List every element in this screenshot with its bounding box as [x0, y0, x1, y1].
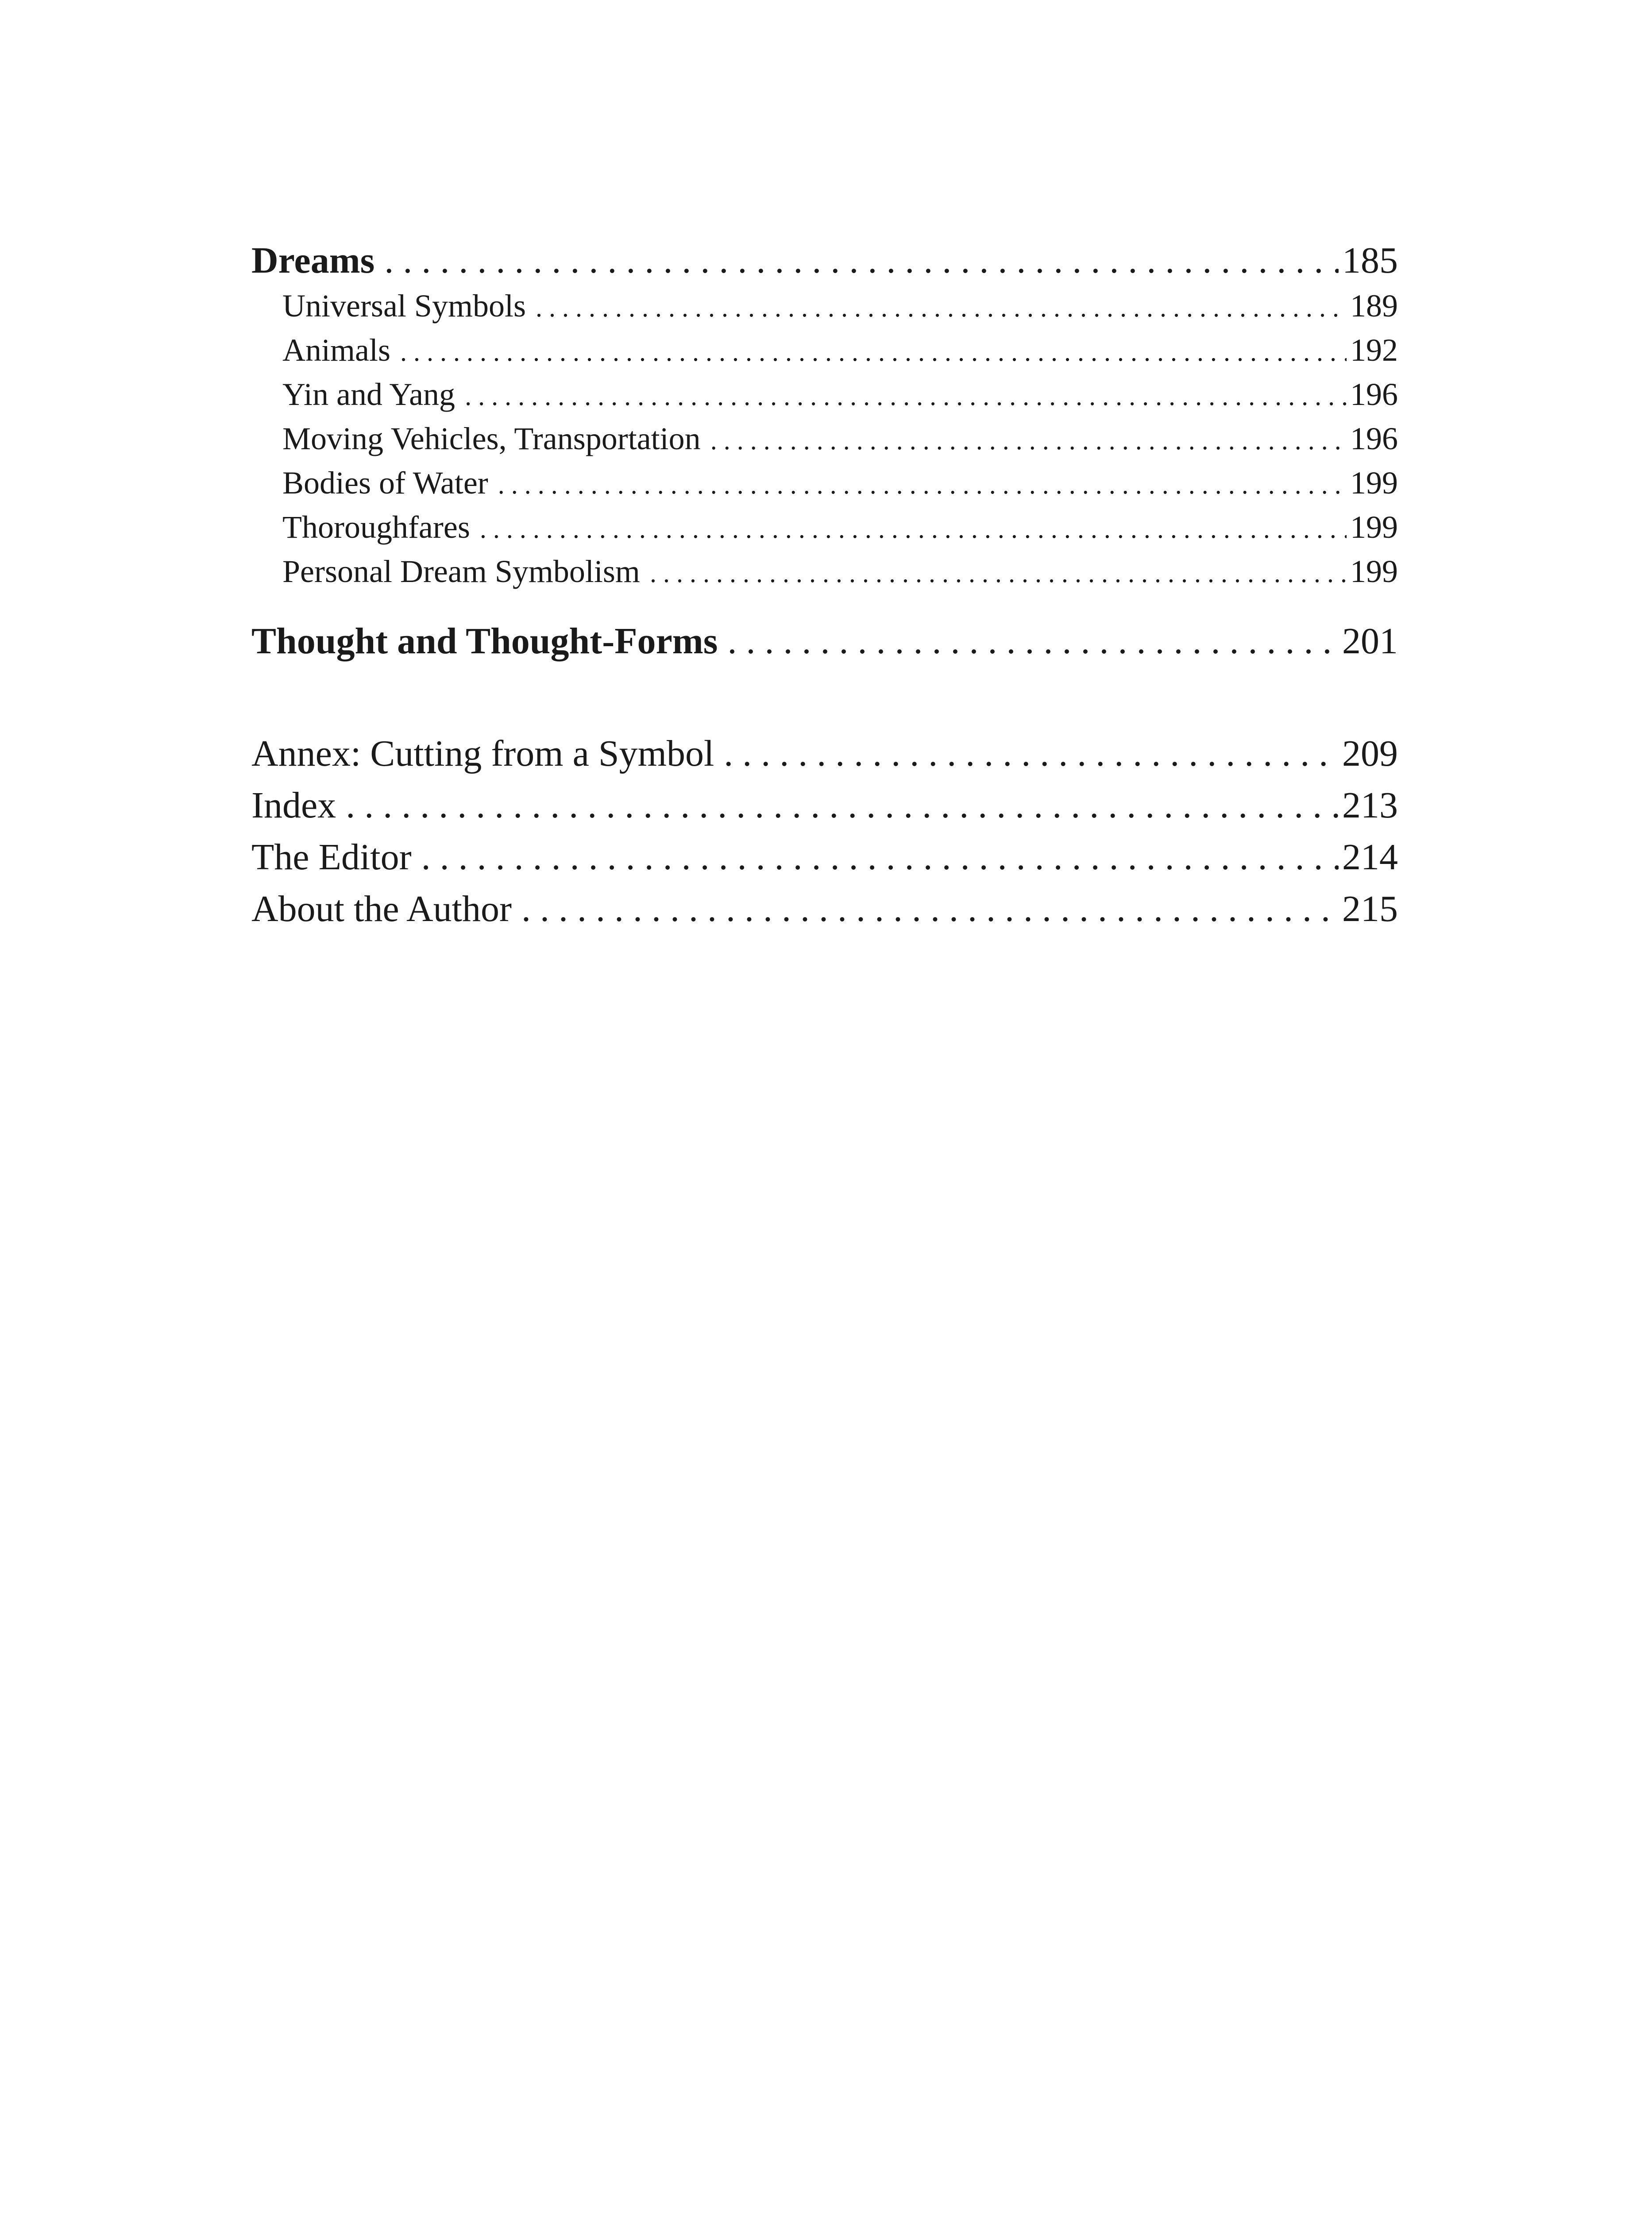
toc-subentry-page: 199	[1350, 509, 1398, 545]
toc-subentry	[251, 420, 1398, 465]
toc-entry-about-the-author	[251, 887, 1398, 939]
toc-subentry-page: 196	[1350, 377, 1398, 412]
toc-subentry-title: Personal Dream Symbolism	[282, 554, 640, 589]
toc-entry-title: Thought and Thought-Forms	[251, 621, 718, 662]
dot-leader	[346, 784, 1339, 827]
toc-entry-page: 201	[1342, 621, 1398, 662]
table-of-contents	[251, 239, 1398, 939]
toc-subentry	[251, 465, 1398, 509]
toc-subentry-title: Yin and Yang	[282, 377, 455, 412]
dot-leader	[465, 381, 1347, 412]
toc-subentry-title: Moving Vehicles, Transportation	[282, 421, 701, 456]
toc-subsections-dreams	[251, 288, 1398, 598]
toc-entry-page: 209	[1342, 733, 1398, 774]
toc-subentry	[251, 376, 1398, 420]
toc-subentry	[251, 553, 1398, 598]
toc-entry-title: Annex: Cutting from a Symbol	[251, 733, 714, 774]
dot-leader	[498, 470, 1347, 500]
toc-subentry-page: 192	[1350, 332, 1398, 368]
dot-leader	[521, 887, 1339, 930]
toc-entry-thought-and-thought-forms	[251, 620, 1398, 666]
dot-leader	[384, 239, 1339, 282]
toc-entry-title: Dreams	[251, 240, 375, 281]
toc-subentry-page: 196	[1350, 421, 1398, 456]
toc-subentry-title: Universal Symbols	[282, 288, 526, 324]
toc-subentry-title: Bodies of Water	[282, 465, 488, 501]
toc-entry-page: 213	[1342, 785, 1398, 826]
dot-leader	[480, 514, 1347, 544]
dot-leader	[650, 558, 1347, 589]
toc-entry-dreams	[251, 239, 1398, 285]
toc-subentry-page: 189	[1350, 288, 1398, 324]
toc-subentry-title: Animals	[282, 332, 390, 368]
toc-entry-page: 215	[1342, 888, 1398, 929]
toc-subentry	[251, 288, 1398, 332]
toc-subentry	[251, 332, 1398, 376]
dot-leader	[421, 836, 1339, 879]
toc-subentry-page: 199	[1350, 465, 1398, 501]
toc-back-matter	[251, 732, 1398, 939]
toc-entry-the-editor	[251, 836, 1398, 887]
toc-entry-title: The Editor	[251, 837, 412, 878]
toc-subentry	[251, 509, 1398, 553]
toc-entry-title: About the Author	[251, 888, 512, 929]
toc-subentry-page: 199	[1350, 554, 1398, 589]
toc-subentry-title: Thoroughfares	[282, 509, 470, 545]
toc-entry-annex	[251, 732, 1398, 784]
dot-leader	[710, 425, 1347, 456]
toc-entry-page: 214	[1342, 837, 1398, 878]
toc-entry-index	[251, 784, 1398, 836]
dot-leader	[727, 620, 1339, 663]
toc-entry-page: 185	[1342, 240, 1398, 281]
dot-leader	[400, 337, 1347, 367]
dot-leader	[536, 293, 1347, 323]
dot-leader	[724, 732, 1339, 775]
toc-entry-title: Index	[251, 785, 336, 826]
